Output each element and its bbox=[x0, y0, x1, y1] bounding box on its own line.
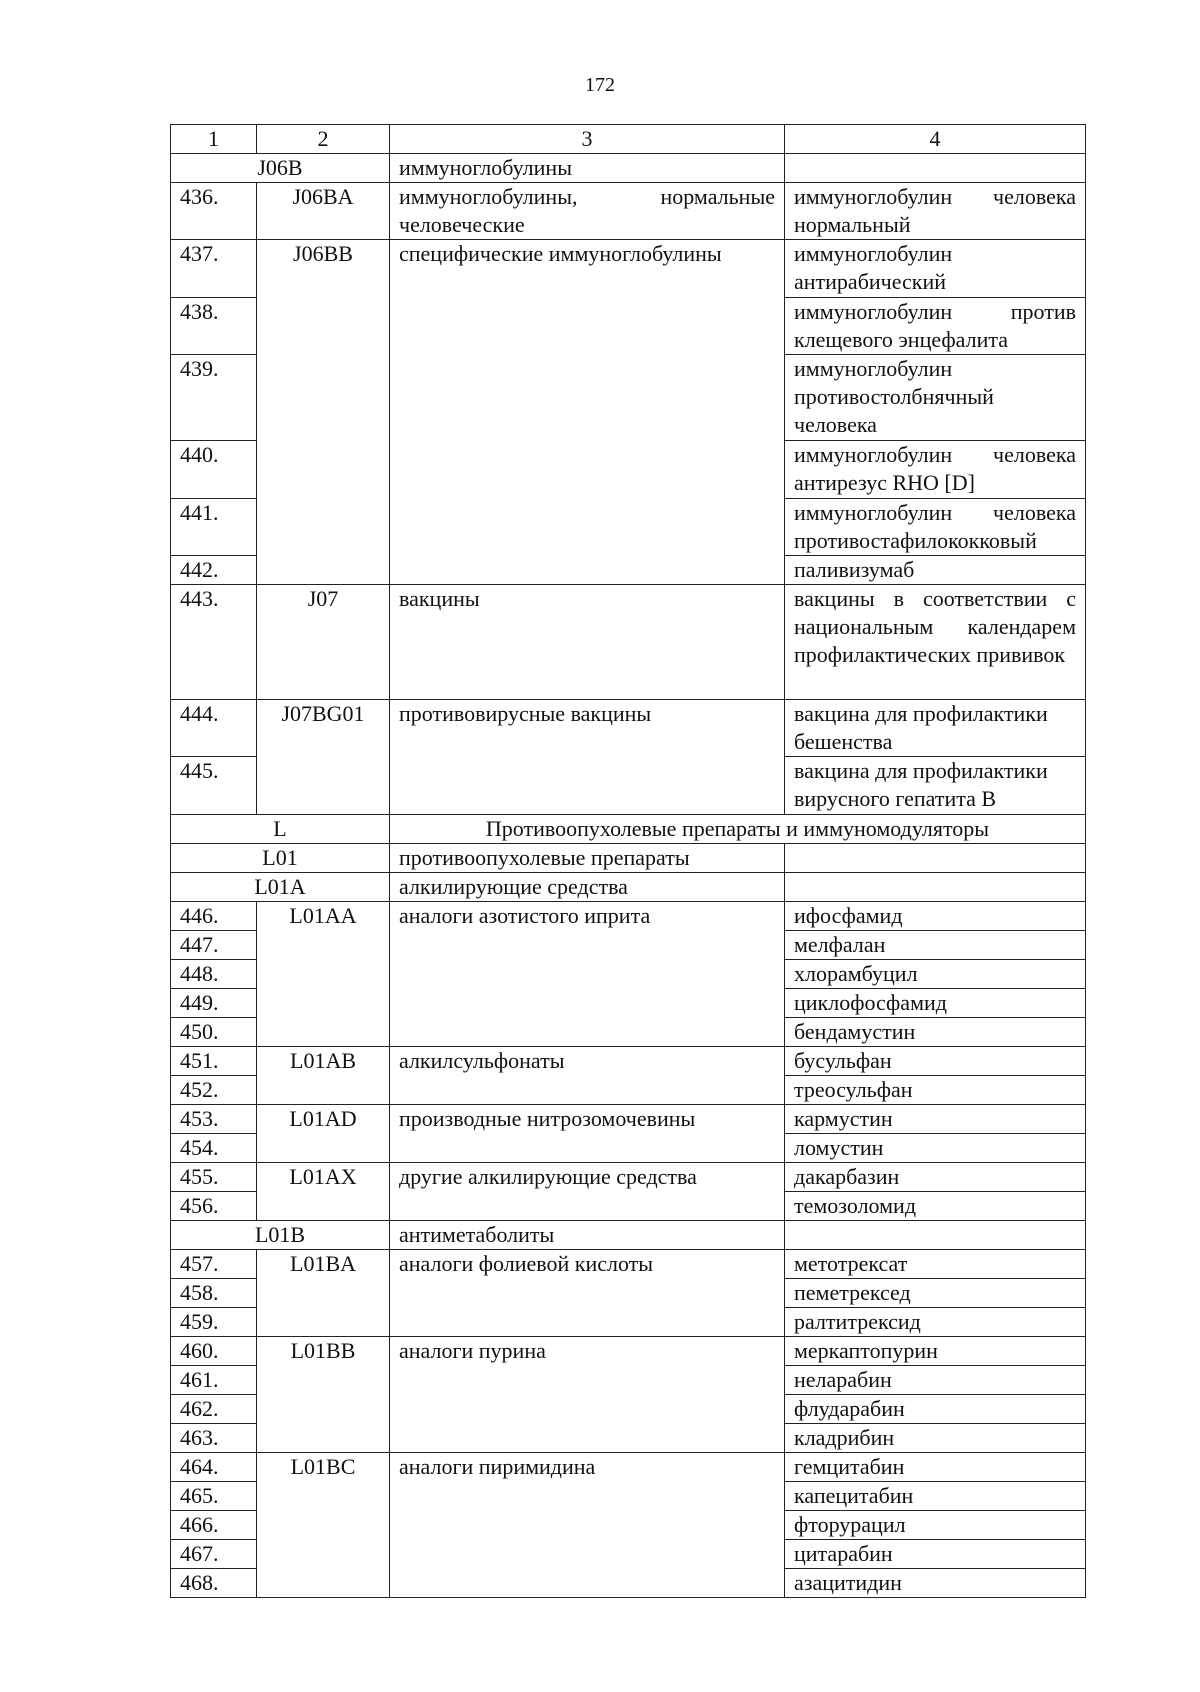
group-description-cell: иммуноглобулины bbox=[390, 154, 785, 183]
row-number-cell: 451. bbox=[171, 1046, 257, 1075]
row-number-cell: 443. bbox=[171, 585, 257, 700]
column-header: 2 bbox=[257, 125, 390, 154]
table-row bbox=[171, 699, 1086, 756]
atc-description-cell: аналоги фолиевой кислоты bbox=[390, 1249, 785, 1336]
atc-code-cell: L01BC bbox=[257, 1452, 390, 1597]
atc-code-cell: J06BB bbox=[257, 240, 390, 585]
table-row bbox=[171, 901, 1086, 930]
group-code-cell: L01A bbox=[171, 872, 390, 901]
row-number-cell: 464. bbox=[171, 1452, 257, 1481]
row-number-cell: 445. bbox=[171, 757, 257, 814]
atc-description-cell: аналоги азотистого иприта bbox=[390, 901, 785, 1046]
drug-classification-table bbox=[170, 124, 1086, 1598]
drug-name-cell: вакцина для профилактики бешенства bbox=[785, 699, 1086, 756]
row-number-cell: 437. bbox=[171, 240, 257, 297]
row-number-cell: 452. bbox=[171, 1075, 257, 1104]
drug-name-cell: кармустин bbox=[785, 1104, 1086, 1133]
row-number-cell: 465. bbox=[171, 1481, 257, 1510]
section-title-cell: Противоопухолевые препараты и иммуномодуляторы bbox=[390, 814, 1086, 843]
atc-code-cell: L01AD bbox=[257, 1104, 390, 1162]
row-number-cell: 440. bbox=[171, 441, 257, 498]
row-number-cell: 467. bbox=[171, 1539, 257, 1568]
column-header: 4 bbox=[785, 125, 1086, 154]
row-number-cell: 447. bbox=[171, 930, 257, 959]
atc-code-cell: L01AA bbox=[257, 901, 390, 1046]
group-description-cell: антиметаболиты bbox=[390, 1220, 785, 1249]
row-number-cell: 460. bbox=[171, 1336, 257, 1365]
column-header: 3 bbox=[390, 125, 785, 154]
group-row bbox=[171, 1220, 1086, 1249]
drug-name-cell: иммуноглобулин антирабический bbox=[785, 240, 1086, 297]
drug-name-cell: фторурацил bbox=[785, 1510, 1086, 1539]
row-number-cell: 450. bbox=[171, 1017, 257, 1046]
row-number-cell: 468. bbox=[171, 1568, 257, 1597]
row-number-cell: 448. bbox=[171, 959, 257, 988]
table-row bbox=[171, 1336, 1086, 1365]
row-number-cell: 436. bbox=[171, 183, 257, 240]
drug-name-cell: азацитидин bbox=[785, 1568, 1086, 1597]
group-description-cell: противоопухолевые препараты bbox=[390, 843, 785, 872]
atc-code-cell: J07 bbox=[257, 585, 390, 700]
drug-name-cell: ралтитрексид bbox=[785, 1307, 1086, 1336]
drug-name-cell: треосульфан bbox=[785, 1075, 1086, 1104]
row-number-cell: 463. bbox=[171, 1423, 257, 1452]
row-number-cell: 459. bbox=[171, 1307, 257, 1336]
atc-description-cell: алкилсульфонаты bbox=[390, 1046, 785, 1104]
drug-name-cell: бусульфан bbox=[785, 1046, 1086, 1075]
section-row bbox=[171, 814, 1086, 843]
column-header: 1 bbox=[171, 125, 257, 154]
row-number-cell: 455. bbox=[171, 1162, 257, 1191]
row-number-cell: 454. bbox=[171, 1133, 257, 1162]
group-drug-cell bbox=[785, 154, 1086, 183]
group-code-cell: L01B bbox=[171, 1220, 390, 1249]
atc-description-cell: противовирусные вакцины bbox=[390, 699, 785, 814]
drug-name-cell: мелфалан bbox=[785, 930, 1086, 959]
drug-name-cell: иммуноглобулин человека противостафилококковый bbox=[785, 498, 1086, 555]
table-row bbox=[171, 585, 1086, 700]
group-row bbox=[171, 843, 1086, 872]
row-number-cell: 446. bbox=[171, 901, 257, 930]
group-row bbox=[171, 154, 1086, 183]
row-number-cell: 444. bbox=[171, 699, 257, 756]
drug-name-cell: иммуноглобулин противостолбнячный человека bbox=[785, 355, 1086, 441]
drug-name-cell: флударабин bbox=[785, 1394, 1086, 1423]
drug-name-cell: ифосфамид bbox=[785, 901, 1086, 930]
drug-name-cell: гемцитабин bbox=[785, 1452, 1086, 1481]
row-number-cell: 462. bbox=[171, 1394, 257, 1423]
table-row bbox=[171, 1249, 1086, 1278]
row-number-cell: 442. bbox=[171, 556, 257, 585]
row-number-cell: 438. bbox=[171, 297, 257, 354]
drug-name-cell: хлорамбуцил bbox=[785, 959, 1086, 988]
group-row bbox=[171, 872, 1086, 901]
atc-code-cell: J07BG01 bbox=[257, 699, 390, 814]
atc-description-cell: аналоги пурина bbox=[390, 1336, 785, 1452]
atc-code-cell: L01BA bbox=[257, 1249, 390, 1336]
table-row bbox=[171, 1046, 1086, 1075]
page-number: 172 bbox=[585, 74, 615, 96]
drug-name-cell: неларабин bbox=[785, 1365, 1086, 1394]
drug-name-cell: ломустин bbox=[785, 1133, 1086, 1162]
group-code-cell: J06B bbox=[171, 154, 390, 183]
group-code-cell: L01 bbox=[171, 843, 390, 872]
row-number-cell: 456. bbox=[171, 1191, 257, 1220]
drug-name-cell: кладрибин bbox=[785, 1423, 1086, 1452]
table-row bbox=[171, 1162, 1086, 1191]
atc-description-cell: другие алкилирующие средства bbox=[390, 1162, 785, 1220]
atc-code-cell: L01BB bbox=[257, 1336, 390, 1452]
table-row bbox=[171, 183, 1086, 240]
row-number-cell: 461. bbox=[171, 1365, 257, 1394]
atc-code-cell: L01AX bbox=[257, 1162, 390, 1220]
group-drug-cell bbox=[785, 1220, 1086, 1249]
table-row bbox=[171, 240, 1086, 297]
atc-description-cell: специфические иммуноглобулины bbox=[390, 240, 785, 585]
drug-name-cell: дакарбазин bbox=[785, 1162, 1086, 1191]
drug-name-cell: меркаптопурин bbox=[785, 1336, 1086, 1365]
atc-code-cell: L01AB bbox=[257, 1046, 390, 1104]
atc-description-cell: иммуноглобулины, нормальные человеческие bbox=[390, 183, 785, 240]
row-number-cell: 439. bbox=[171, 355, 257, 441]
drug-name-cell: вакцины в соответствии с национальным календарем профилактических прививок bbox=[785, 585, 1086, 700]
drug-name-cell: капецитабин bbox=[785, 1481, 1086, 1510]
table-row bbox=[171, 1452, 1086, 1481]
atc-description-cell: аналоги пиримидина bbox=[390, 1452, 785, 1597]
row-number-cell: 466. bbox=[171, 1510, 257, 1539]
drug-name-cell: циклофосфамид bbox=[785, 988, 1086, 1017]
drug-name-cell: метотрексат bbox=[785, 1249, 1086, 1278]
atc-description-cell: вакцины bbox=[390, 585, 785, 700]
row-number-cell: 441. bbox=[171, 498, 257, 555]
drug-name-cell: вакцина для профилактики вирусного гепатита В bbox=[785, 757, 1086, 814]
drug-name-cell: цитарабин bbox=[785, 1539, 1086, 1568]
drug-name-cell: пеметрексед bbox=[785, 1278, 1086, 1307]
row-number-cell: 457. bbox=[171, 1249, 257, 1278]
row-number-cell: 453. bbox=[171, 1104, 257, 1133]
drug-name-cell: бендамустин bbox=[785, 1017, 1086, 1046]
group-drug-cell bbox=[785, 872, 1086, 901]
header-row bbox=[171, 125, 1086, 154]
drug-name-cell: темозоломид bbox=[785, 1191, 1086, 1220]
row-number-cell: 449. bbox=[171, 988, 257, 1017]
table-body bbox=[171, 125, 1086, 1598]
table-row bbox=[171, 1104, 1086, 1133]
section-code-cell: L bbox=[171, 814, 390, 843]
drug-name-cell: иммуноглобулин человека нормальный bbox=[785, 183, 1086, 240]
row-number-cell: 458. bbox=[171, 1278, 257, 1307]
group-description-cell: алкилирующие средства bbox=[390, 872, 785, 901]
drug-name-cell: иммуноглобулин против клещевого энцефалита bbox=[785, 297, 1086, 354]
group-drug-cell bbox=[785, 843, 1086, 872]
drug-name-cell: иммуноглобулин человека антирезус RHO [D] bbox=[785, 441, 1086, 498]
drug-name-cell: паливизумаб bbox=[785, 556, 1086, 585]
atc-code-cell: J06BA bbox=[257, 183, 390, 240]
atc-description-cell: производные нитрозомочевины bbox=[390, 1104, 785, 1162]
